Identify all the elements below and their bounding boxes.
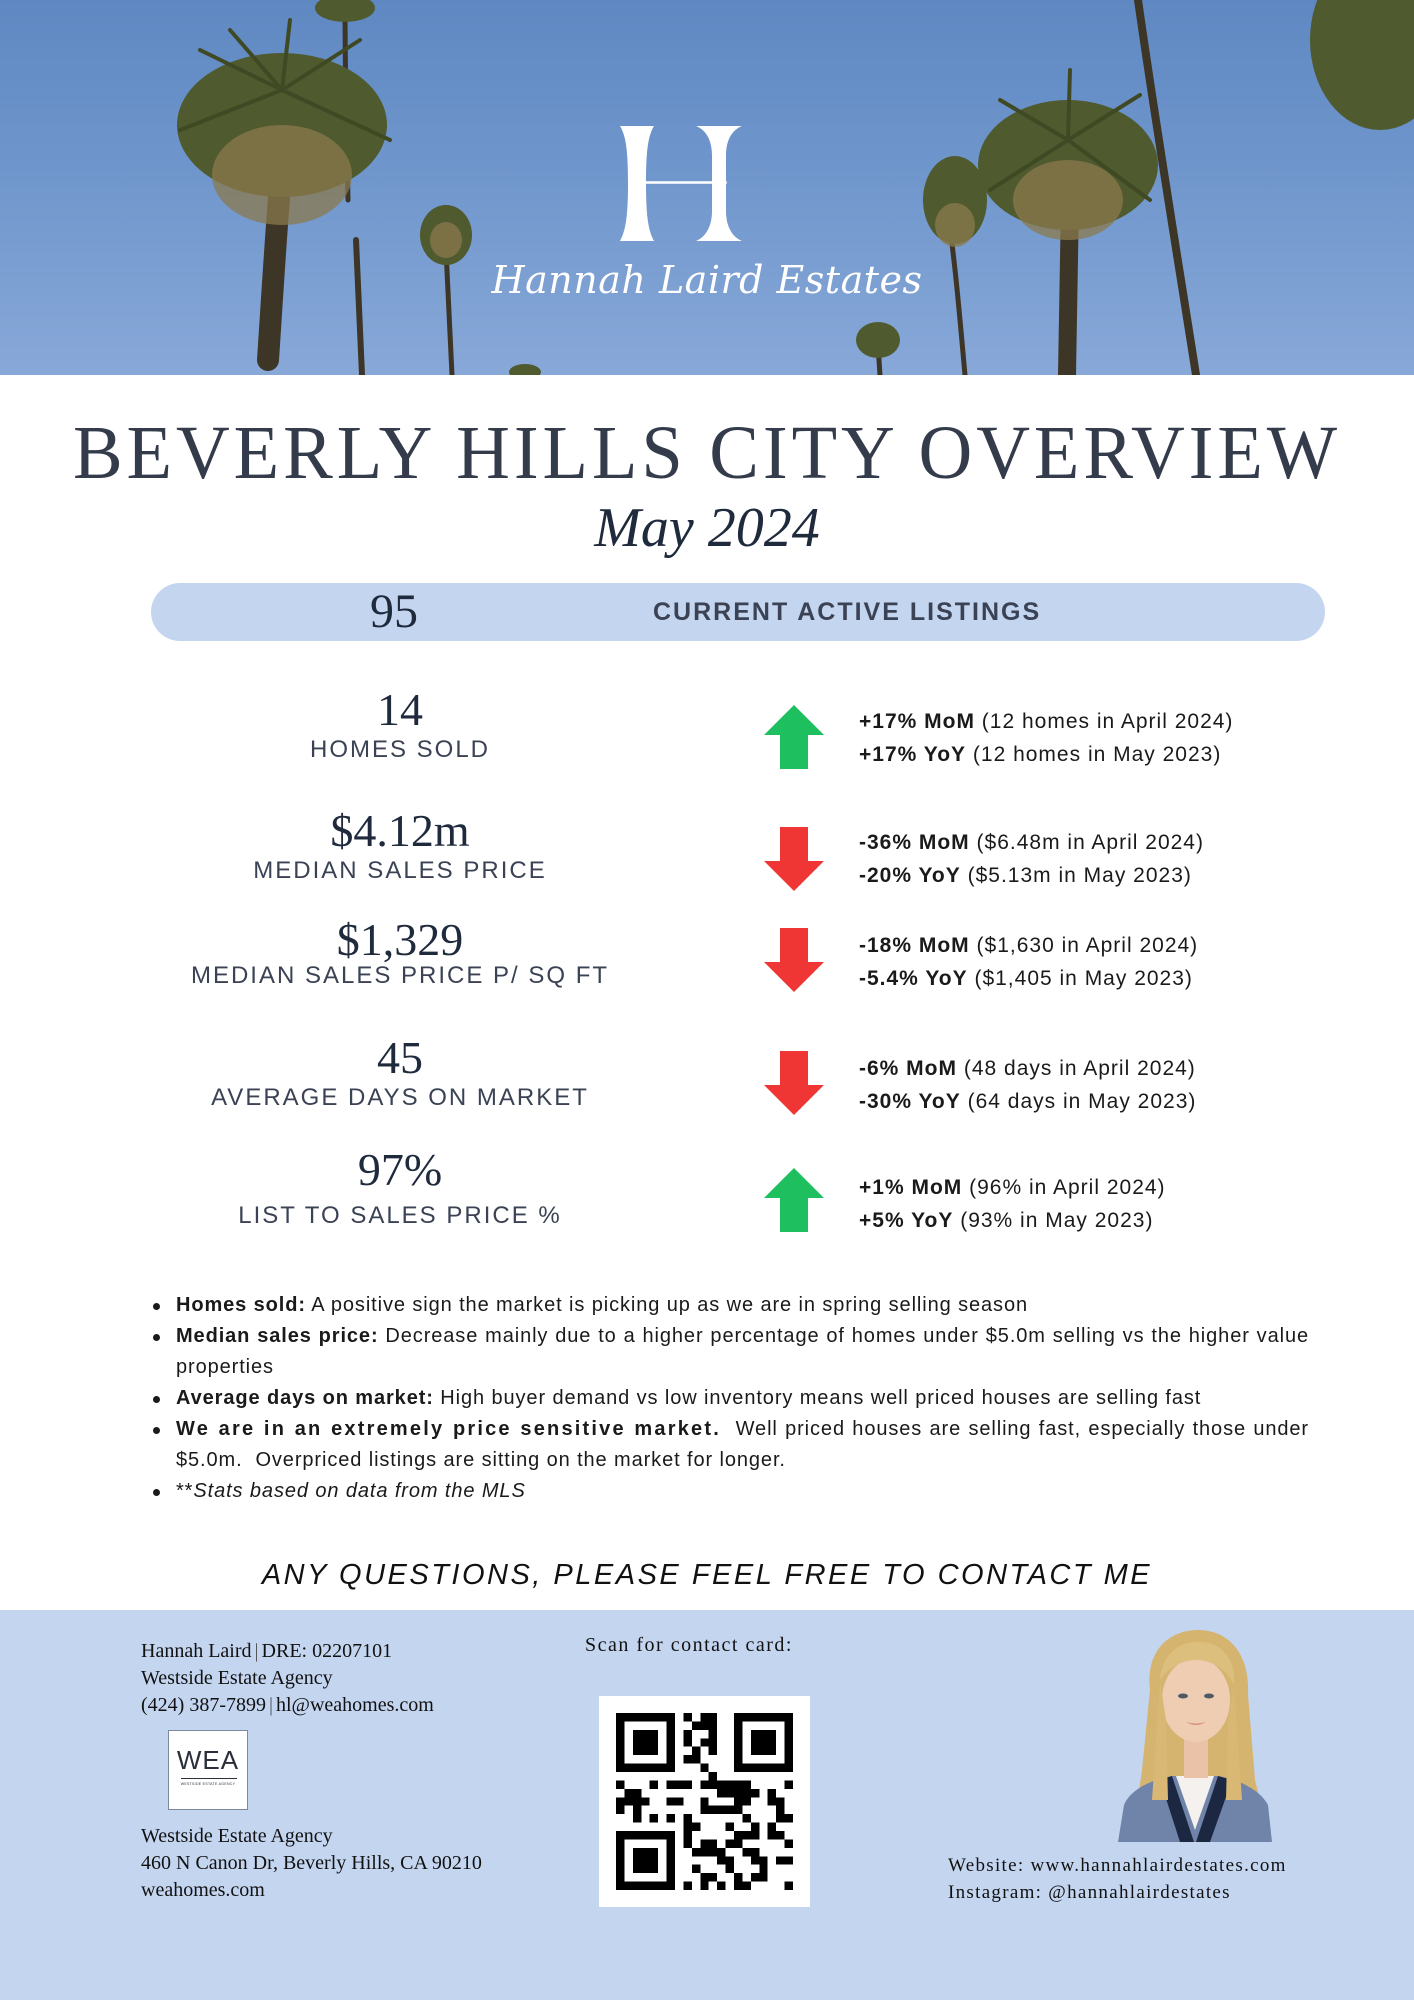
mom-detail: (96% in April 2024) [969,1176,1166,1199]
agency-logo-subtext: WESTSIDE ESTATE AGENCY [180,1782,236,1786]
yoy-detail: (12 homes in May 2023) [972,743,1222,766]
dre-number: DRE: 02207101 [261,1640,393,1662]
agency-logo-text: WEA [176,1745,240,1775]
stat-median-sales-price-comparison [859,826,1319,892]
note-text: A positive sign the market is picking up as we are in spring selling season [305,1294,1029,1316]
stat-median-price-per-sqft-comparison [859,929,1319,995]
stat-list-to-sales-price [150,1145,650,1231]
yoy-change: +5% YoY [859,1209,954,1232]
yoy-change: -5.4% YoY [859,967,968,990]
note-lead: Average days on market: [176,1387,434,1409]
stat-value: 14 [377,684,423,735]
email-link[interactable]: hl@weahomes.com [276,1694,434,1716]
qr-label: Scan for contact card: [585,1634,793,1656]
stat-label: MEDIAN SALES PRICE [253,857,547,884]
divider: | [268,1694,273,1716]
arrow-down-icon [764,827,824,891]
mom-detail: ($6.48m in April 2024) [976,831,1204,854]
stat-median-sales-price [150,806,650,886]
note-lead: Homes sold: [176,1294,306,1316]
stat-label: LIST TO SALES PRICE % [238,1202,562,1229]
yoy-detail: ($1,405 in May 2023) [974,967,1193,990]
arrow-up-icon [764,1168,824,1232]
stat-list-to-sales-price-comparison [859,1171,1319,1237]
footer [0,1610,1414,2000]
note-lead: We are in an extremely price sensitive market. [176,1418,721,1440]
agency-address [141,1823,482,1904]
note-homes-sold [176,1290,1309,1321]
active-listings-label: CURRENT ACTIVE LISTINGS [653,598,1042,626]
instagram-link[interactable]: Instagram: @hannahlairdestates [948,1882,1231,1903]
arrow-down-icon [764,928,824,992]
brand-name: Hannah Laird Estates [491,258,923,302]
website-link[interactable]: Website: www.hannahlairdestates.com [948,1855,1287,1876]
mom-detail: (12 homes in April 2024) [981,710,1234,733]
mom-change: +17% MoM [859,710,975,733]
arrow-up-icon [764,705,824,769]
agent-portrait [1110,1630,1280,1842]
mom-change: +1% MoM [859,1176,963,1199]
divider: | [254,1640,259,1662]
stat-median-price-per-sqft [150,915,650,987]
active-listings-banner [151,583,1325,641]
mom-detail: ($1,630 in April 2024) [976,934,1199,957]
stat-average-days-on-market [150,1033,650,1113]
phone-link[interactable]: (424) 387-7899 [141,1694,266,1716]
note-text: Well priced houses are selling fast, especially those under $5.0m. Overpriced listings are sitting on the market for longer. [176,1418,1316,1471]
mom-change: -36% MoM [859,831,970,854]
stat-value: $1,329 [336,914,464,965]
note-text: Decrease mainly due to a higher percentage of homes under $5.0m selling vs the higher value properties [176,1325,1309,1378]
active-listings-count: 95 [370,585,418,638]
agency-logo [168,1730,248,1810]
agency-name: Westside Estate Agency [141,1667,333,1689]
agent-contact [141,1638,434,1719]
agent-name: Hannah Laird [141,1640,252,1662]
page-title: BEVERLY HILLS CITY OVERVIEW [72,411,1342,495]
note-average-days [176,1383,1309,1414]
address-line: 460 N Canon Dr, Beverly Hills, CA 90210 [141,1852,482,1874]
note-price-sensitive [176,1414,1316,1476]
yoy-change: -20% YoY [859,864,961,887]
yoy-detail: ($5.13m in May 2023) [967,864,1192,887]
mom-change: -6% MoM [859,1057,957,1080]
note-lead: Median sales price: [176,1325,379,1347]
stat-value: 45 [377,1032,423,1083]
stat-value: 97% [357,1144,443,1195]
stat-homes-sold [150,685,650,765]
contact-cta: ANY QUESTIONS, PLEASE FEEL FREE TO CONTACT ME [261,1559,1153,1591]
note-source-text: Stats based on data from the MLS [193,1480,526,1502]
note-prefix: ** [176,1480,194,1502]
stat-average-days-on-market-comparison [859,1052,1319,1118]
market-notes-list [176,1290,1316,1507]
yoy-change: +17% YoY [859,743,967,766]
note-median-sales-price [176,1321,1309,1383]
note-text: High buyer demand vs low inventory means well priced houses are selling fast [433,1387,1202,1409]
qr-code[interactable] [599,1696,810,1907]
yoy-detail: (64 days in May 2023) [967,1090,1197,1113]
mom-detail: (48 days in April 2024) [963,1057,1196,1080]
brand-monogram-icon [620,126,742,241]
note-source [176,1476,1309,1507]
agent-online [948,1852,1287,1906]
agency-logo-rule [181,1778,237,1779]
stat-label: AVERAGE DAYS ON MARKET [211,1084,589,1111]
hero-banner [0,0,1414,375]
mom-change: -18% MoM [859,934,970,957]
report-period: May 2024 [594,497,820,559]
arrow-down-icon [764,1051,824,1115]
yoy-change: -30% YoY [859,1090,961,1113]
address-agency: Westside Estate Agency [141,1825,333,1847]
stat-homes-sold-comparison [859,705,1319,771]
stat-label: MEDIAN SALES PRICE P/ SQ FT [190,962,610,989]
yoy-detail: (93% in May 2023) [960,1209,1154,1232]
stat-label: HOMES SOLD [309,736,491,763]
stat-value: $4.12m [330,805,470,856]
agency-website-link[interactable]: weahomes.com [141,1879,265,1901]
qr-code-icon [616,1713,793,1890]
